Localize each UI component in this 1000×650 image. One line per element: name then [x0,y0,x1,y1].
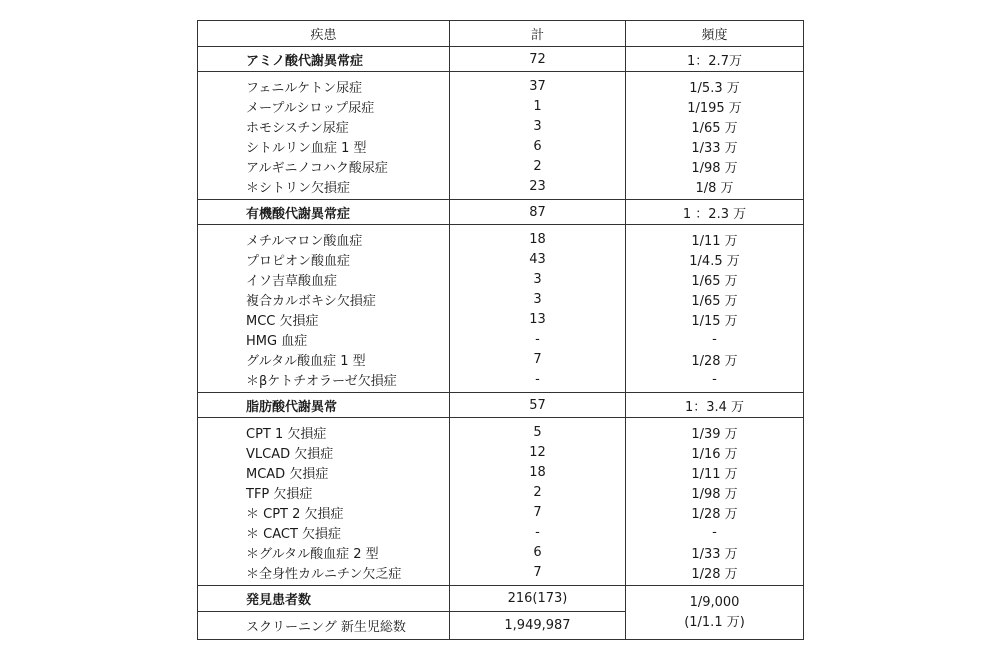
disease-total: 7 [450,562,626,586]
disease-total: - [450,369,626,393]
disease-total: 3 [450,289,626,309]
disease-total: 6 [450,542,626,562]
table-row [198,562,804,586]
disease-total: 2 [450,156,626,176]
disease-frequency: 1/65 万 [626,116,804,136]
disease-frequency: 1/195 万 [626,96,804,116]
disease-frequency: 1/4.5 万 [626,249,804,269]
table-row [198,329,804,349]
disease-name: シトルリン血症 1 型 [198,136,450,156]
disease-name: MCAD 欠損症 [198,462,450,482]
table-row [198,289,804,309]
disease-frequency: 1/33 万 [626,542,804,562]
table-row [198,136,804,156]
overall-frequency: 1/9,000 [689,594,740,610]
disease-frequency: 1/33 万 [626,136,804,156]
category-total: 57 [450,393,626,418]
disease-frequency: 1/28 万 [626,562,804,586]
disease-total: 6 [450,136,626,156]
table-row [198,369,804,393]
disease-name: ＊βケトチオラーゼ欠損症 [198,369,450,393]
disease-name: ＊全身性カルニチン欠乏症 [198,562,450,586]
disease-frequency: 1/39 万 [626,418,804,443]
disease-name: メープルシロップ尿症 [198,96,450,116]
table-header-row [198,21,804,47]
table-row [198,349,804,369]
disease-total: 13 [450,309,626,329]
disease-total: 1 [450,96,626,116]
overall-frequency-man: (1/1.1 万) [684,614,745,630]
disease-name: CPT 1 欠損症 [198,418,450,443]
disease-name: MCC 欠損症 [198,309,450,329]
table-row [198,176,804,200]
disease-frequency: 1/5.3 万 [626,72,804,97]
disease-total: 18 [450,225,626,250]
category-frequency: 1：3.4 万 [626,393,804,418]
table-row [198,269,804,289]
table-row [198,249,804,269]
disease-frequency: 1/15 万 [626,309,804,329]
disease-name: TFP 欠損症 [198,482,450,502]
disease-name: メチルマロン酸血症 [198,225,450,250]
disease-frequency: 1/16 万 [626,442,804,462]
disease-name: 複合カルボキシ欠損症 [198,289,450,309]
disease-frequency: 1/28 万 [626,502,804,522]
disease-frequency: - [626,369,804,393]
table-row [198,482,804,502]
category-total: 72 [450,47,626,72]
table-row [198,225,804,250]
category-total: 87 [450,200,626,225]
category-frequency: 1 ：2.3 万 [626,200,804,225]
disease-total: 37 [450,72,626,97]
disease-frequency: 1/11 万 [626,225,804,250]
disease-name: グルタル酸血症 1 型 [198,349,450,369]
disease-frequency: - [626,329,804,349]
category-row [198,393,804,418]
category-frequency: 1：2.7万 [626,47,804,72]
patients-found-value: 216(173) [450,586,626,612]
disease-total: 2 [450,482,626,502]
disease-frequency: 1/98 万 [626,482,804,502]
table-row [198,418,804,443]
disease-frequency-table [197,20,804,640]
disease-name: ＊ CACT 欠損症 [198,522,450,542]
disease-total: - [450,522,626,542]
disease-name: ＊シトリン欠損症 [198,176,450,200]
category-name: 有機酸代謝異常症 [198,200,450,225]
header-frequency: 頻度 [626,21,804,47]
category-name: アミノ酸代謝異常症 [198,47,450,72]
table-row [198,72,804,97]
disease-total: 12 [450,442,626,462]
table-row [198,462,804,482]
disease-total: 5 [450,418,626,443]
table-row [198,309,804,329]
table-row [198,442,804,462]
disease-total: 3 [450,269,626,289]
disease-name: プロピオン酸血症 [198,249,450,269]
disease-name: アルギニノコハク酸尿症 [198,156,450,176]
disease-total: 43 [450,249,626,269]
disease-frequency: 1/8 万 [626,176,804,200]
table-row [198,502,804,522]
disease-total: 18 [450,462,626,482]
table-row [198,542,804,562]
disease-frequency: - [626,522,804,542]
disease-total: 23 [450,176,626,200]
patients-found-label: 発見患者数 [198,586,450,612]
disease-frequency: 1/65 万 [626,289,804,309]
disease-frequency-table-container [197,20,803,640]
category-name: 脂肪酸代謝異常 [198,393,450,418]
table-row [198,96,804,116]
overall-frequency-cell [626,586,804,640]
screening-total-label: スクリーニング 新生児総数 [198,612,450,640]
screening-total-value: 1,949,987 [450,612,626,640]
disease-total: 3 [450,116,626,136]
disease-total: - [450,329,626,349]
category-row [198,200,804,225]
table-row [198,522,804,542]
header-total: 計 [450,21,626,47]
disease-frequency: 1/65 万 [626,269,804,289]
disease-name: イソ吉草酸血症 [198,269,450,289]
disease-name: HMG 血症 [198,329,450,349]
disease-total: 7 [450,502,626,522]
table-row [198,156,804,176]
disease-frequency: 1/11 万 [626,462,804,482]
patients-found-row [198,586,804,612]
disease-frequency: 1/28 万 [626,349,804,369]
category-row [198,47,804,72]
disease-name: ＊ CPT 2 欠損症 [198,502,450,522]
disease-total: 7 [450,349,626,369]
disease-frequency: 1/98 万 [626,156,804,176]
disease-name: ホモシスチン尿症 [198,116,450,136]
disease-name: VLCAD 欠損症 [198,442,450,462]
disease-name: ＊グルタル酸血症 2 型 [198,542,450,562]
table-row [198,116,804,136]
header-disease: 疾患 [198,21,450,47]
disease-name: フェニルケトン尿症 [198,72,450,97]
